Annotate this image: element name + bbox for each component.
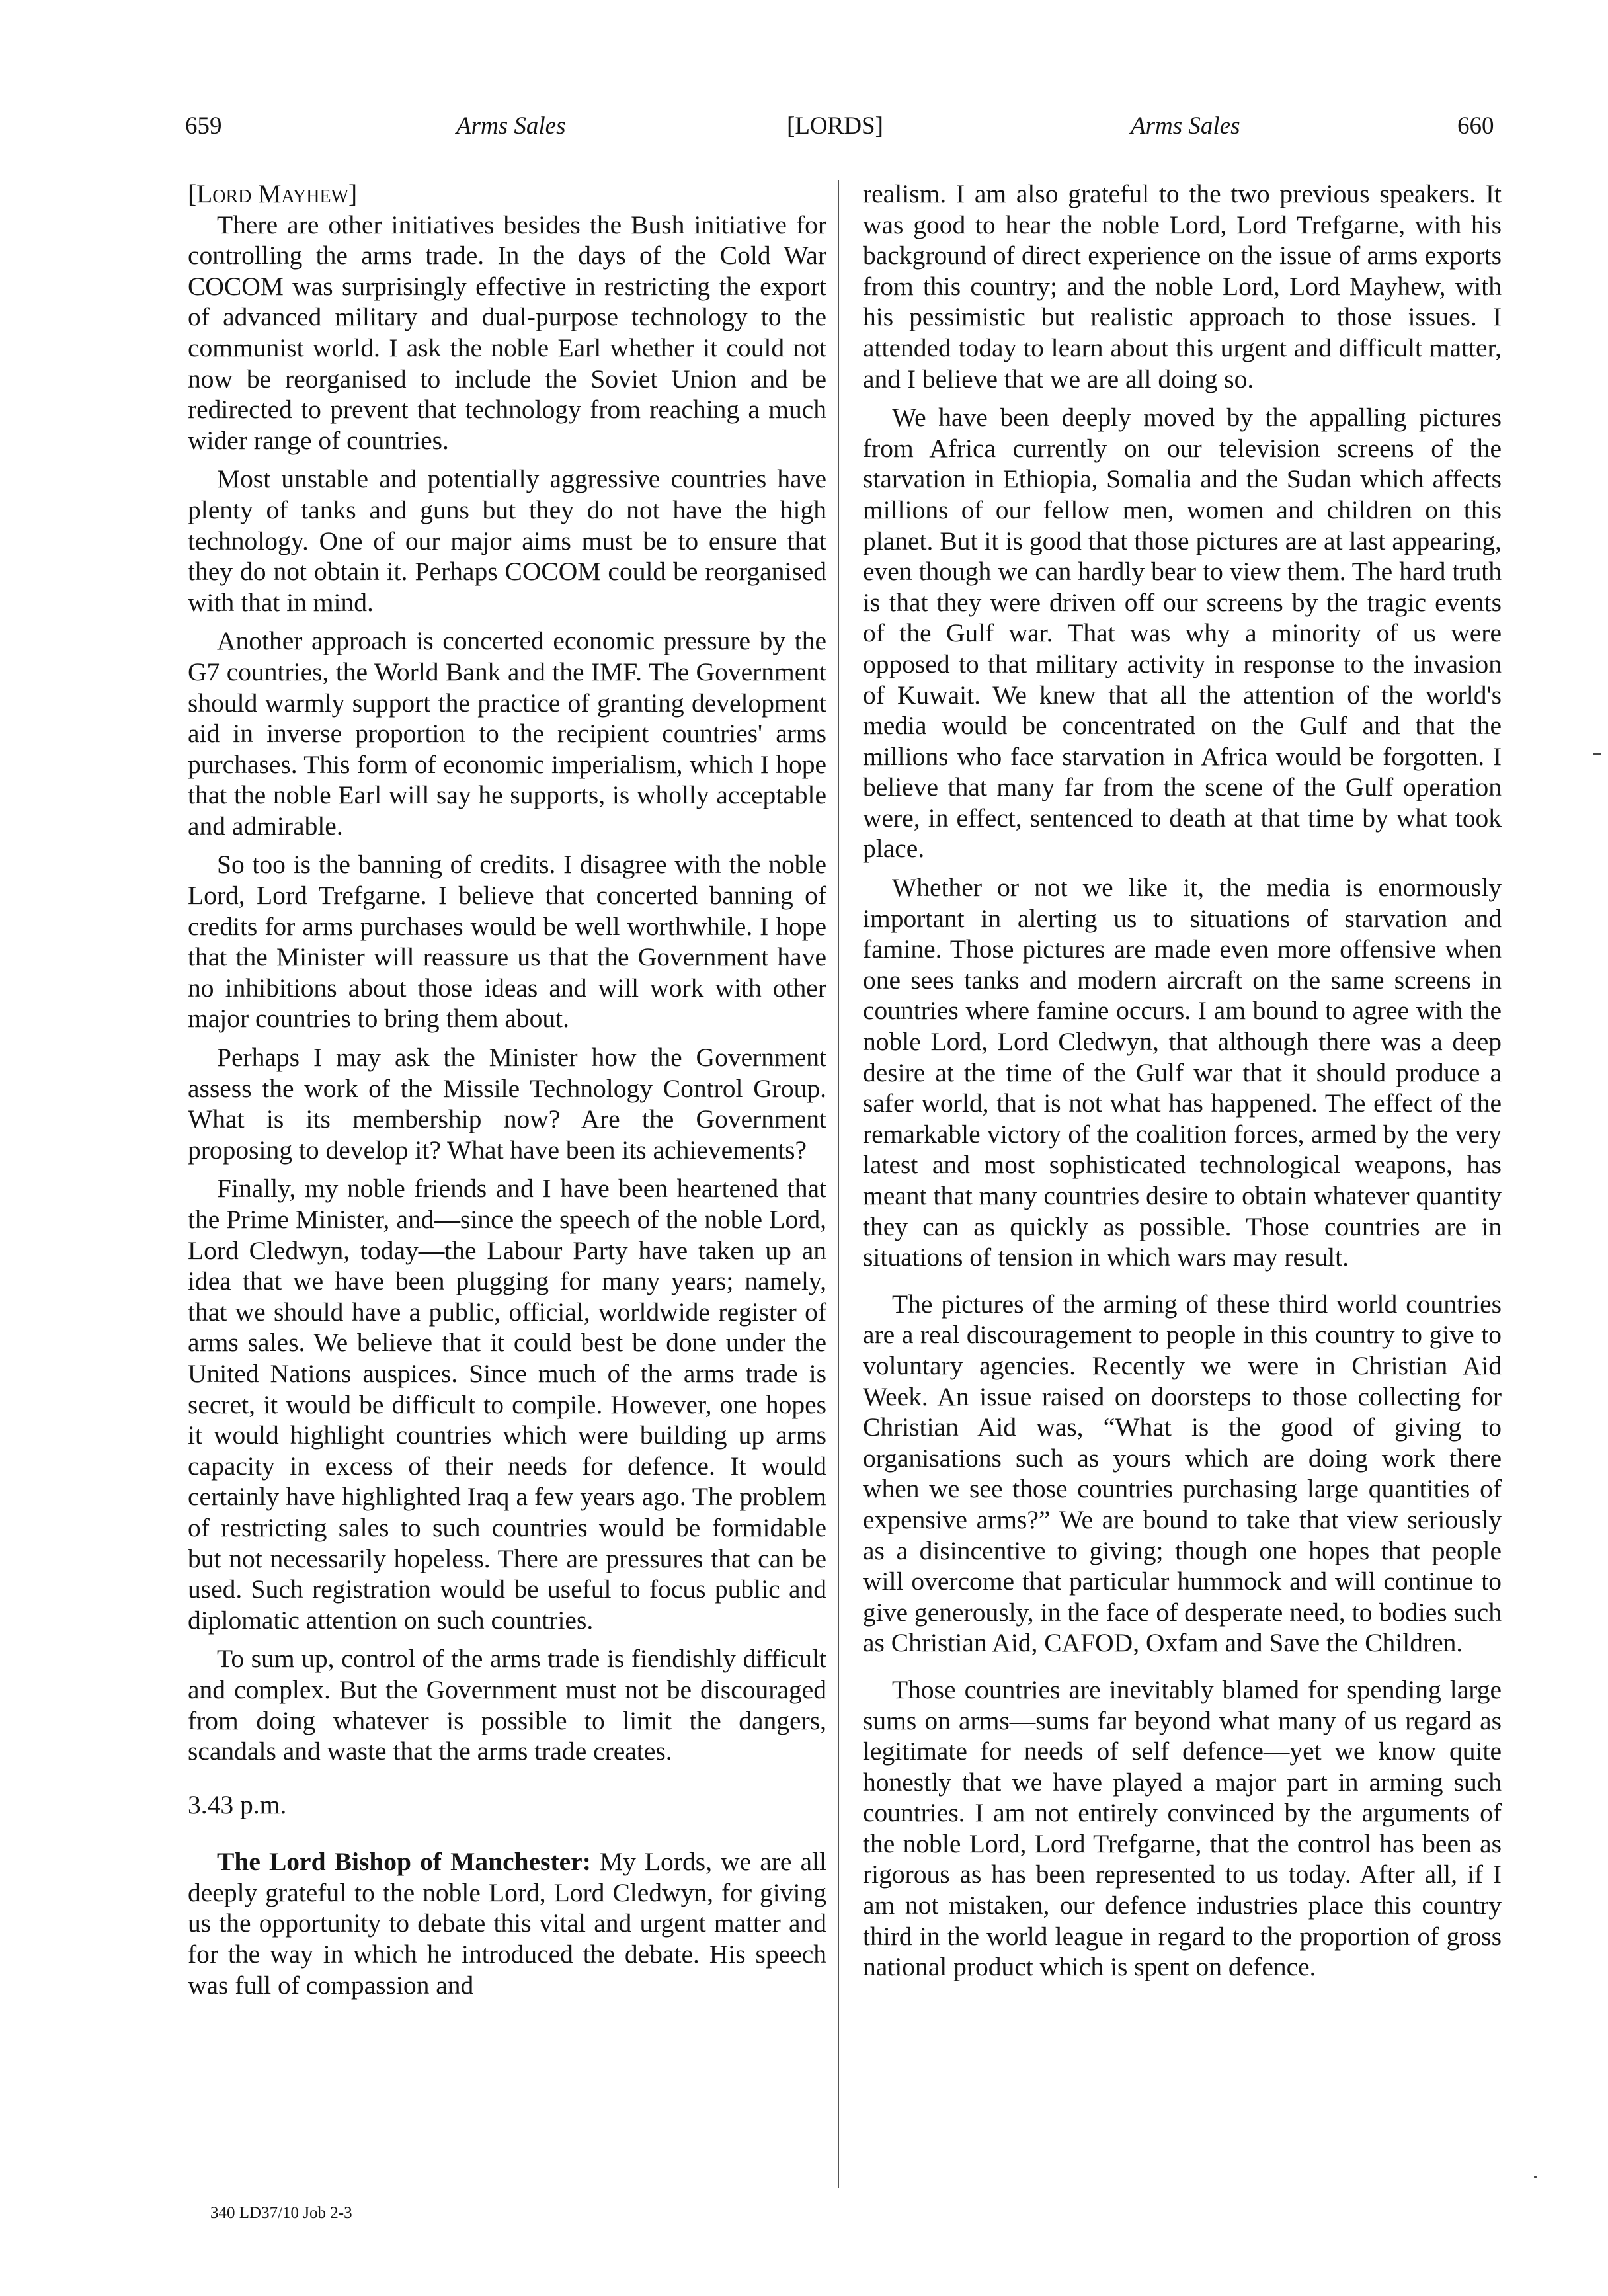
left-column <box>188 179 826 2000</box>
time-stamp: 3.43 p.m. <box>188 1789 287 1819</box>
speech-opening <box>188 1846 826 2000</box>
speaker-name: The Lord Bishop of Manchester: <box>217 1847 591 1877</box>
page-number-right: 660 <box>1457 112 1494 140</box>
paragraph: Finally, my noble friends and I have been heartened that the Prime Minister, and—since the speech of the noble Lord, Lord Cledwyn, today—the Labour Party have taken up an idea that we have been plugging for many years; namely, that we should have a public, official, worldwide register of arms sales. We believe that it could best be done under the United Nations auspices. Since much of the arms trade is secret, it would be difficult to compile. However, one hopes it would highlight countries which were building up arms capacity in excess of their needs for defence. It would certainly have highlighted Iraq a few years ago. The problem of restricting sales to such countries would be formidable but not necessarily hopeless. There are pressures that can be used. Such registration would be useful to focus public and diplomatic attention on such countries. <box>188 1174 826 1635</box>
running-title-right: Arms Sales <box>1131 112 1240 140</box>
running-title-left: Arms Sales <box>456 112 566 140</box>
scan-mark <box>1593 753 1601 755</box>
speaker-continuation-tag: [Lord Mayhew] <box>188 179 358 208</box>
paragraph: Whether or not we like it, the media is enormously important in alerting us to situations of starvation and famine. Those pictures are made even more offensive when one sees tanks and modern aircraft on the same screens in countries where famine occurs. I am bound to agree with the noble Lord, Lord Cledwyn, that although there was a deep desire at the time of the Gulf war that it should produce a safer world, that is not what has happened. The effect of the remarkable victory of the coalition forces, armed by the very latest and most sophisticated technological weapons, has meant that many countries desire to obtain whatever quantity they can as quickly as possible. Those countries are in situations of tension in which wars may result. <box>863 873 1502 1272</box>
paragraph: Most unstable and potentially aggressive countries have plenty of tanks and guns but they do not have the high technology. One of our major aims must be to ensure that they do not obtain it. Perhaps COCOM could be reorganised with that in mind. <box>188 464 826 617</box>
print-job-footer: 340 LD37/10 Job 2-3 <box>210 2204 352 2222</box>
paragraph: realism. I am also grateful to the two previous speakers. It was good to hear the noble Lord, Lord Trefgarne, with his background of direct experience on the issue of arms exports from this country; and the noble Lord, Lord Mayhew, with his pessimistic but realistic approach to those issues. I attended today to learn about this urgent and difficult matter, and I believe that we are all doing so. <box>863 179 1502 393</box>
paragraph: Another approach is concerted economic pressure by the G7 countries, the World Bank and the IMF. The Government should warmly support the practice of granting development aid in inverse proportion to the recipient countries' arms purchases. This form of economic imperialism, which I hope that the noble Earl will say he supports, is wholly acceptable and admirable. <box>188 626 826 840</box>
column-divider <box>838 180 839 2188</box>
paragraph: Those countries are inevitably blamed for spending large sums on arms—sums far beyond what many of us regard as legitimate for needs of self defence—yet we know quite honestly that we have played a major part in arming such countries. I am not entirely convinced by the arguments of the noble Lord, Lord Trefgarne, that the control has been as rigorous as has been represented to us today. After all, if I am not mistaken, our defence industries place this country third in the world league in regard to the proportion of gross national product which is spent on defence. <box>863 1674 1502 1982</box>
right-column <box>863 179 1502 1983</box>
paragraph: We have been deeply moved by the appalling pictures from Africa currently on our television screens of the starvation in Ethiopia, Somalia and the Sudan which affects millions of our fellow men, women and children on this planet. But it is good that those pictures are at last appearing, even though we can hardly bear to view them. The hard truth is that they were driven off our screens by the tragic events of the Gulf war. That was why a minority of us were opposed to that military activity in response to the invasion of Kuwait. We knew that all the attention of the world's media would be concentrated on the Gulf and that the millions who face starvation in Africa would be forgotten. I believe that many far from the scene of the Gulf operation were, in effect, sentenced to death at that time by what took place. <box>863 403 1502 864</box>
paragraph: There are other initiatives besides the Bush initiative for controlling the arms trade. In the days of the Cold War COCOM was surprisingly effective in restricting the export of advanced military and dual-purpose technology to the communist world. I ask the noble Earl whether it could not now be reorganised to include the Soviet Union and be redirected to prevent that technology from reaching a much wider range of countries. <box>188 210 826 455</box>
speech-text: My Lords, we are all deeply grateful to the noble Lord, Lord Cledwyn, for giving us the opportunity to debate this vital and urgent matter and for the way in which he introduced the debate. His speech was full of compassion and <box>188 1847 826 2000</box>
scan-mark <box>1534 2176 1537 2178</box>
page-number-left: 659 <box>185 112 222 140</box>
paragraph: Perhaps I may ask the Minister how the Government assess the work of the Missile Technology Control Group. What is its membership now? Are the Government proposing to develop it? What have been its achievements? <box>188 1043 826 1165</box>
paragraph: The pictures of the arming of these third world countries are a real discouragement to people in this country to give to voluntary agencies. Recently we were in Christian Aid Week. An issue raised on doorsteps to those collecting for Christian Aid was, “What is the good of giving to organisations such as yours which are doing work there when we see those countries purchasing large quantities of expensive arms?” We are bound to take that view seriously as a disincentive to giving; though one hopes that people will overcome that particular hummock and will continue to give generously, in the face of desperate need, to bodies such as Christian Aid, CAFOD, Oxfam and Save the Children. <box>863 1289 1502 1658</box>
paragraph: To sum up, control of the arms trade is fiendishly difficult and complex. But the Government must not be discouraged from doing whatever is possible to limit the dangers, scandals and waste that the arms trade creates. <box>188 1644 826 1766</box>
paragraph: So too is the banning of credits. I disagree with the noble Lord, Lord Trefgarne. I believe that concerted banning of credits for arms purchases would be well worthwhile. I hope that the Minister will reassure us that the Government have no inhibitions about those ideas and will work with other major countries to bring them about. <box>188 850 826 1034</box>
house-label: [LORDS] <box>787 112 883 140</box>
